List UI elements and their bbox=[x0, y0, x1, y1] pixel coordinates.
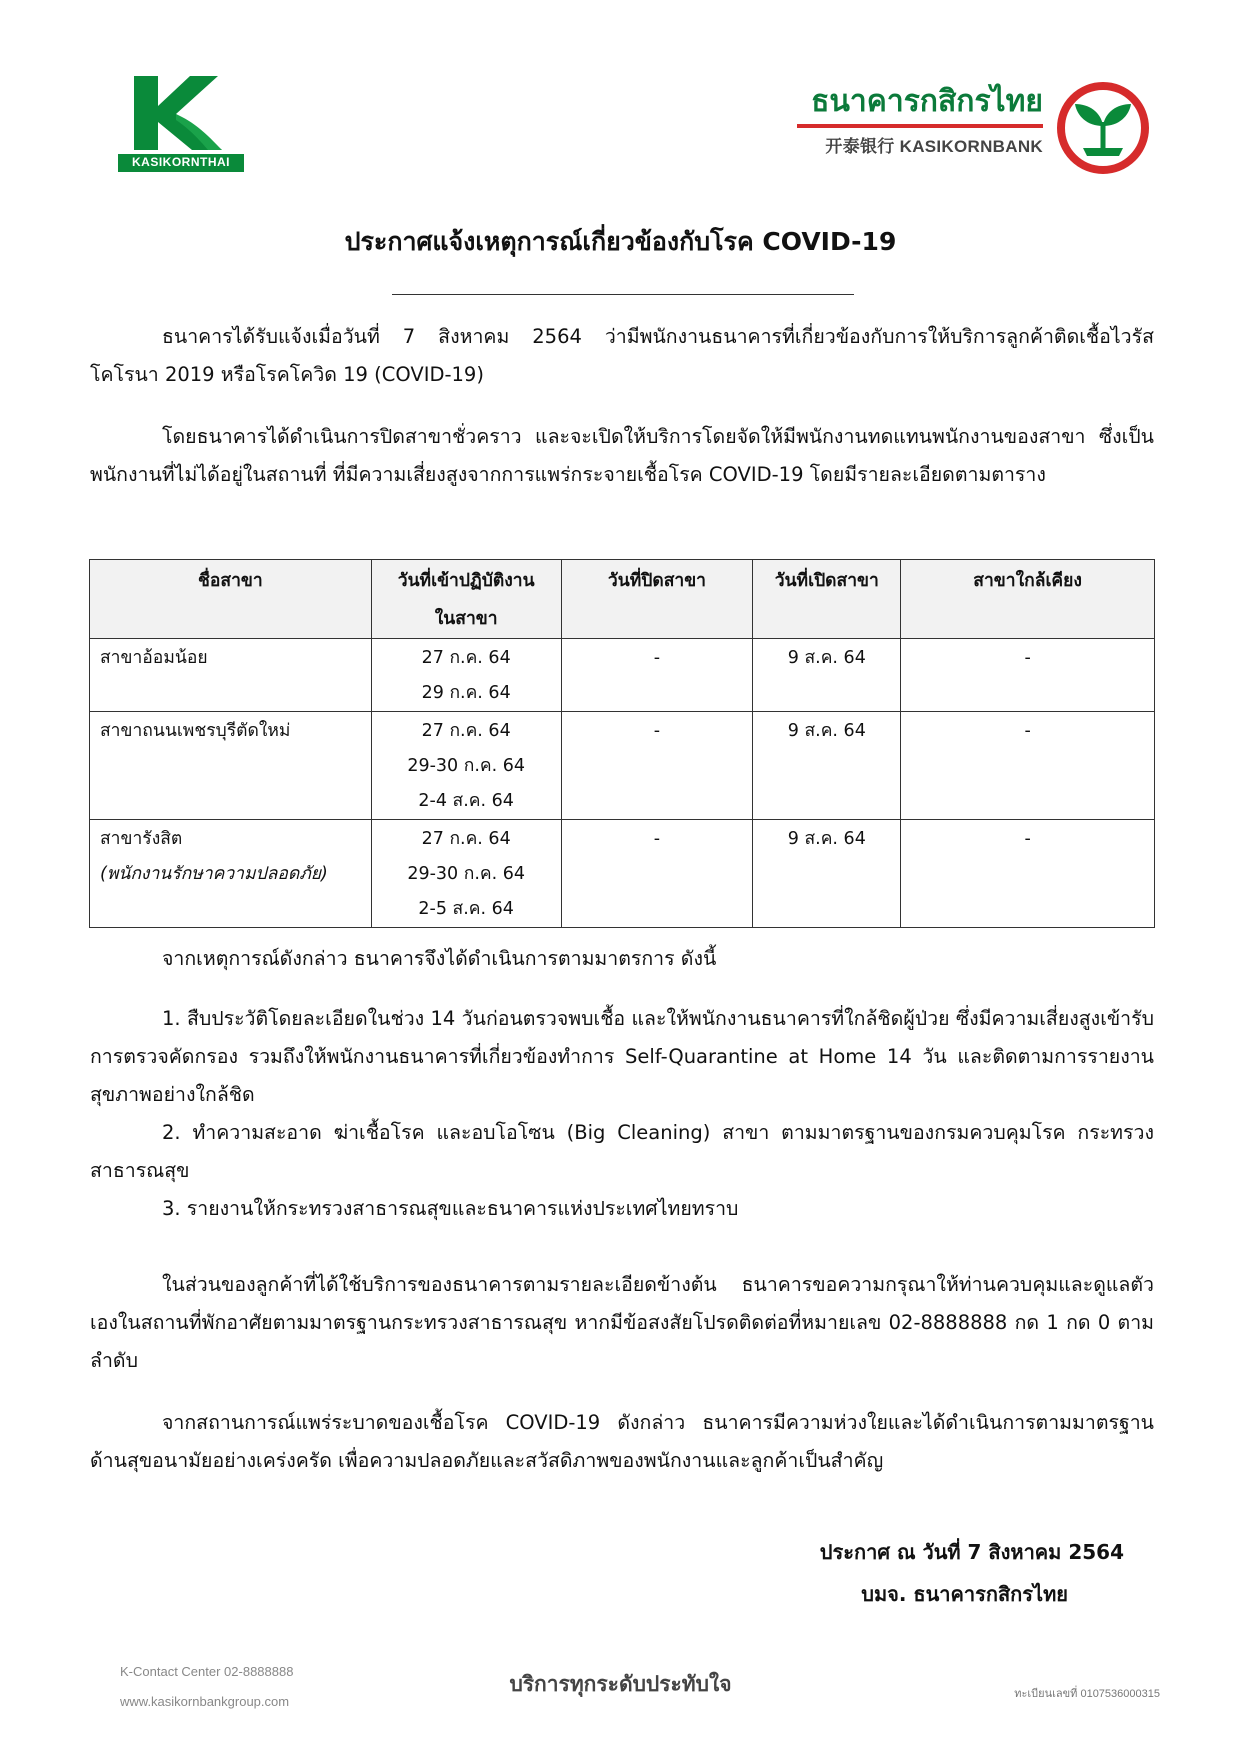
measure-item-2: 2. ทำความสะอาด ฆ่าเชื้อโรค และอบโอโซน (Big Cleaning) สาขา ตามมาตรฐานของกรมควบคุมโรค กระทรวงสาธารณสุข bbox=[90, 1121, 1154, 1182]
logo-thai-name: ธนาคารกสิกรไทย bbox=[811, 84, 1043, 119]
website-link: www.kasikornbankgroup.com bbox=[120, 1694, 290, 1709]
work-date: 29-30 ก.ค. 64 bbox=[407, 756, 525, 776]
measure-item-1: 1. สืบประวัติโดยละเอียดในช่วง 14 วันก่อนตรวจพบเชื้อ และให้พนักงานธนาคารที่ใกล้ชิดผู้ป่วย ซึ่งมีความเสี่ยงสูงเข้ารับการตรวจคัดกรอง รวมถึงให้พนักงานธนาคารที่เกี่ยวข้องทำการ Self-Quarantine at Home 14 วัน และติดตามการรายงานสุขภาพอย่างใกล้ชิด bbox=[90, 1007, 1154, 1106]
work-date: 27 ก.ค. 64 bbox=[421, 648, 511, 668]
table-row bbox=[90, 820, 1155, 928]
work-date: 2-5 ส.ค. 64 bbox=[418, 899, 514, 919]
announcement-date: ประกาศ ณ วันที่ 7 สิงหาคม 2564 bbox=[819, 1540, 1124, 1564]
contact-center: K-Contact Center 02-8888888 bbox=[120, 1664, 294, 1679]
k-letter-icon bbox=[118, 72, 244, 154]
table-row bbox=[90, 712, 1155, 820]
kasikornbank-logo bbox=[795, 78, 1157, 178]
closed-date: - bbox=[561, 820, 753, 928]
branch-note: (พนักงานรักษาความปลอดภัย) bbox=[100, 864, 328, 884]
rice-seal-icon bbox=[1057, 82, 1149, 174]
table-row bbox=[90, 639, 1155, 712]
header-work-dates: วันที่เข้าปฏิบัติงาน ในสาขา bbox=[371, 560, 561, 639]
work-date: 29 ก.ค. 64 bbox=[421, 683, 511, 703]
registration-number: ทะเบียนเลขที่ 0107536000315 bbox=[1014, 1688, 1160, 1700]
work-date: 27 ก.ค. 64 bbox=[421, 829, 511, 849]
header-closed: วันที่ปิดสาขา bbox=[561, 560, 753, 639]
kasikornthai-logo bbox=[118, 72, 244, 172]
measure-item-3: 3. รายงานให้กระทรวงสาธารณสุขและธนาคารแห่งประเทศไทยทราบ bbox=[162, 1197, 739, 1220]
closed-date: - bbox=[561, 639, 753, 712]
branch-table bbox=[89, 559, 1155, 928]
table-header-row bbox=[90, 560, 1155, 639]
header-open: วันที่เปิดสาขา bbox=[753, 560, 901, 639]
footer-slogan: บริการทุกระดับประทับใจ bbox=[509, 1672, 732, 1696]
nearby-branch: - bbox=[901, 639, 1155, 712]
logo-left-text: KASIKORNTHAI bbox=[132, 155, 230, 169]
open-date: 9 ส.ค. 64 bbox=[753, 712, 901, 820]
title-divider bbox=[392, 294, 854, 295]
work-date: 2-4 ส.ค. 64 bbox=[418, 791, 514, 811]
header-nearby: สาขาใกล้เคียง bbox=[901, 560, 1155, 639]
branch-name: สาขาถนนเพชรบุรีตัดใหม่ bbox=[100, 721, 291, 741]
branch-name: สาขารังสิต bbox=[100, 829, 183, 849]
work-date: 29-30 ก.ค. 64 bbox=[407, 864, 525, 884]
measures-intro: จากเหตุการณ์ดังกล่าว ธนาคารจึงได้ดำเนินการตามมาตรการ ดังนี้ bbox=[162, 947, 717, 970]
open-date: 9 ส.ค. 64 bbox=[753, 820, 901, 928]
logo-english-name: 开泰银行 KASIKORNBANK bbox=[825, 137, 1043, 156]
closure-paragraph: โดยธนาคารได้ดำเนินการปิดสาขาชั่วคราว และจะเปิดให้บริการโดยจัดให้มีพนักงานทดแทนพนักงานของสาขา ซึ่งเป็นพนักงานที่ไม่ได้อยู่ในสถานที่ ที่มีความเสี่ยงสูงจากการแพร่กระจายเชื้อโรค COVID-19 โดยมีรายละเอียดตามตาราง bbox=[90, 425, 1154, 486]
customer-paragraph: ในส่วนของลูกค้าที่ได้ใช้บริการของธนาคารตามรายละเอียดข้างต้น ธนาคารขอความกรุณาให้ท่านควบคุมและดูแลตัวเองในสถานที่พักอาศัยตามมาตรฐานกระทรวงสาธารณสุข หากมีข้อสงสัยโปรดติดต่อที่หมายเลข 02-8888888 กด 1 กด 0 ตามลำดับ bbox=[90, 1273, 1154, 1372]
closed-date: - bbox=[561, 712, 753, 820]
page-title: ประกาศแจ้งเหตุการณ์เกี่ยวข้องกับโรค COVID-19 bbox=[344, 227, 897, 256]
nearby-branch: - bbox=[901, 820, 1155, 928]
header-branch: ชื่อสาขา bbox=[90, 560, 372, 639]
nearby-branch: - bbox=[901, 712, 1155, 820]
intro-paragraph: ธนาคารได้รับแจ้งเมื่อวันที่ 7 สิงหาคม 2564 ว่ามีพนักงานธนาคารที่เกี่ยวข้องกับการให้บริการลูกค้าติดเชื้อไวรัสโคโรนา 2019 หรือโรคโควิด 19 (COVID-19) bbox=[90, 325, 1154, 386]
work-date: 27 ก.ค. 64 bbox=[421, 721, 511, 741]
issuer-name: บมจ. ธนาคารกสิกรไทย bbox=[861, 1582, 1068, 1606]
closing-paragraph: จากสถานการณ์แพร่ระบาดของเชื้อโรค COVID-19 ดังกล่าว ธนาคารมีความห่วงใยและได้ดำเนินการตามมาตรฐานด้านสุขอนามัยอย่างเคร่งครัด เพื่อความปลอดภัยและสวัสดิภาพของพนักงานและลูกค้าเป็นสำคัญ bbox=[90, 1411, 1154, 1472]
open-date: 9 ส.ค. 64 bbox=[753, 639, 901, 712]
branch-name: สาขาอ้อมน้อย bbox=[100, 648, 208, 668]
